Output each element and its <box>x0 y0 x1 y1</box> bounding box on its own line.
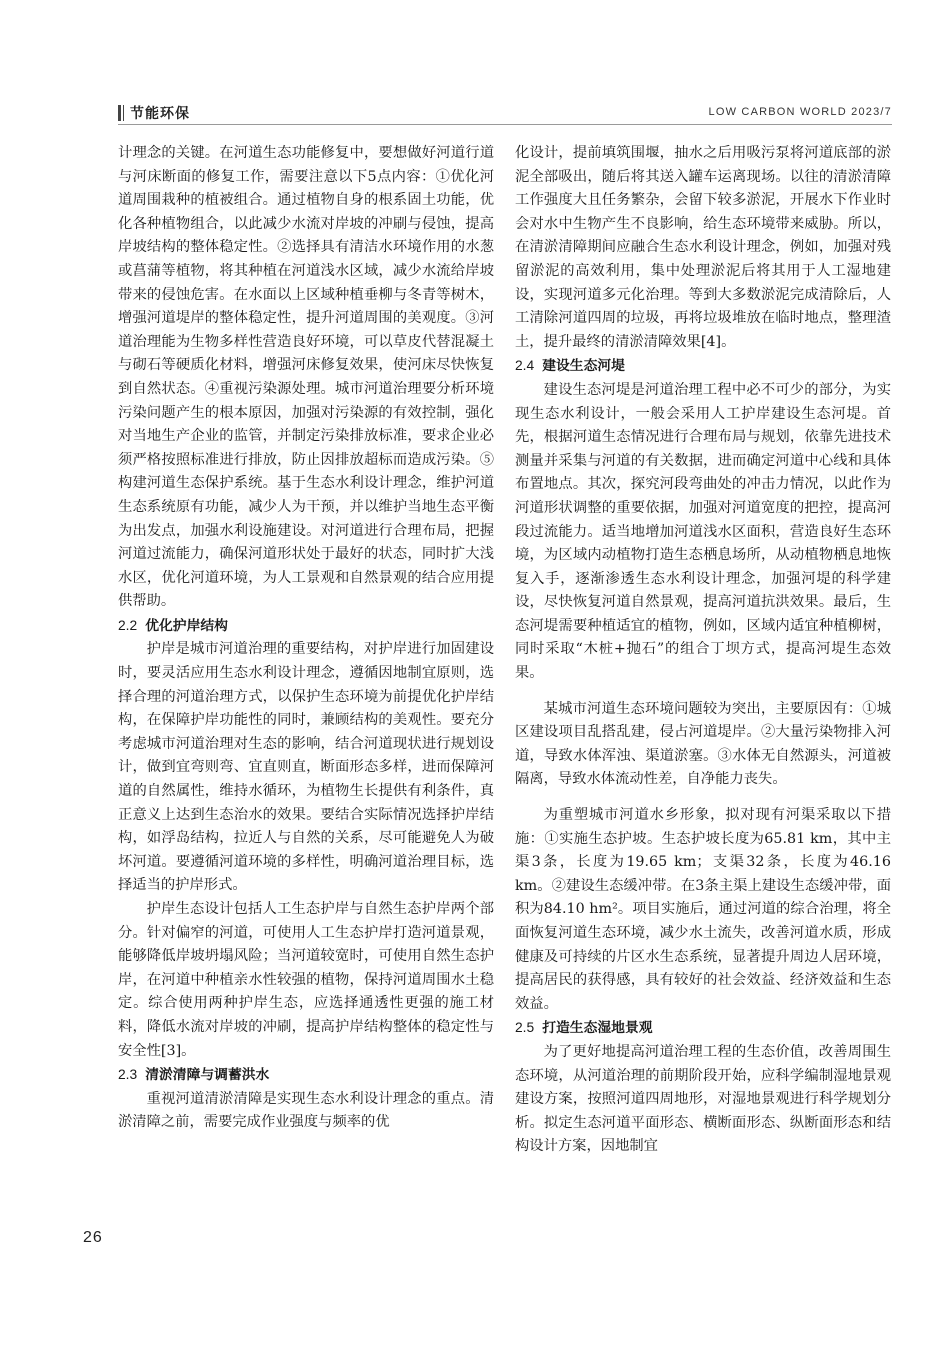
section-number: 2.3 <box>118 1067 138 1083</box>
paragraph: 某城市河道生态环境问题较为突出，主要原因有：①城区建设项目乱搭乱建，侵占河道堤岸。②大量污染物排入河道，导致水体浑浊、渠道淤塞。③水体无自然源头，河道被隔离，导致水体流动性差，自净能力丧失。 <box>515 700 891 788</box>
header-bar-mark-thin <box>123 105 124 121</box>
section-title: 打造生态湿地景观 <box>542 1020 653 1037</box>
paragraph: 建设生态河堤是河道治理工程中必不可少的部分，为实现生态水利设计，一般会采用人工护岸建设生态河堤。首先，根据河道生态情况进行合理布局与规划，依靠先进技术测量并采集与河道的有关数据，进而确定河道中心线和具体布置地点。其次，探究河段弯曲处的冲击力情况，以此作为河道形状调整的重要依据，加强对河道宽度的把控，提高河段过流能力。适当地增加河道浅水区面积，营造良好生态环境，为区域内动植物打造生态栖息场所，从动植物栖息地恢复入手，逐渐渗透生态水利设计理念，加强河堤的科学建设，尽快恢复河道自然景观，提高河道抗洪效果。最后，生态河堤需要种植适宜的植物，例如，区域内适宜种植柳树，同时采取“木桩+抛石”的组合丁坝方式，提高河堤生态效果。 <box>515 381 891 682</box>
journal-issue: LOW CARBON WORLD 2023/7 <box>708 106 892 118</box>
paragraph: 为重塑城市河道水乡形象，拟对现有河渠采取以下措施：①实施生态护坡。生态护坡长度为65.81 km，其中主渠3条，长度为19.65 km；支渠32条，长度为46.16 km。②建设生态缓冲带。在3条主渠上建设生态缓冲带，面积为84.10 hm²。项目实施后，通过河道的综合治理，将全面恢复河道生态环境，减少水土流失，改善河道水质，形成健康及可持续的片区水生态系统，显著提升周边人居环境，提高居民的获得感，具有较好的社会效益、经济效益和生态效益。 <box>515 807 891 1012</box>
paragraph: 重视河道清淤清障是实现生态水利设计理念的重点。清淤清障之前，需要完成作业强度与频率的优 <box>118 1090 494 1131</box>
header-bar-mark <box>118 105 121 121</box>
section-number: 2.4 <box>515 358 535 374</box>
paragraph: 护岸是城市河道治理的重要结构，对护岸进行加固建设时，要灵活应用生态水利设计理念，遵循因地制宜原则，选择合理的河道治理方式，以保护生态环境为前提优化护岸结构，在保障护岸功能性的同时，兼顾结构的美观性。要充分考虑城市河道治理对生态的影响，结合河道现状进行规划设计，做到宜弯则弯、宜直则直，断面形态多样，进而保障河道的自然属性，维持水循环，为植物生长提供有利条件，真正意义上达到生态治水的效果。要结合实际情况选择护岸结构，如浮岛结构，拉近人与自然的关系，尽可能避免人为破坏河道。要遵循河道环境的多样性，明确河道治理目标，选择适当的护岸形式。 <box>118 641 494 894</box>
section-title: 建设生态河堤 <box>542 358 625 375</box>
section-heading-2-2 <box>118 614 494 639</box>
section-number: 2.5 <box>515 1020 535 1036</box>
section-title: 清淤清障与调蓄洪水 <box>145 1067 270 1084</box>
running-header <box>118 103 892 125</box>
section-heading-2-3 <box>118 1063 494 1088</box>
section-heading-2-4 <box>515 354 891 379</box>
paragraph: 化设计，提前填筑围堰，抽水之后用吸污泵将河道底部的淤泥全部吸出，随后将其送入罐车运离现场。以往的清淤清障工作强度大且任务繁杂，会留下较多淤泥，开展水下作业时会对水中生物产生不良影响，给生态环境带来威胁。所以，在清淤清障期间应融合生态水利设计理念，例如，加强对残留淤泥的高效利用，集中处理淤泥后将其用于人工湿地建设，实现河道多元化治理。等到大多数淤泥完成清除后，人工清除河道四周的垃圾，再将垃圾堆放在临时地点，整理渣土，提升最终的清淤清障效果[4]。 <box>515 145 891 350</box>
left-column <box>118 142 494 1135</box>
page-number: 26 <box>83 1229 103 1246</box>
section-title: 优化护岸结构 <box>145 617 228 634</box>
paragraph: 为了更好地提高河道治理工程的生态价值，改善周围生态环境，从河道治理的前期阶段开始，应科学编制湿地景观建设方案，按照河道四周地形，对湿地景观进行科学规划分析。拟定生态河道平面形态、横断面形态、纵断面形态和结构设计方案，因地制宜 <box>515 1043 891 1155</box>
section-number: 2.2 <box>118 617 138 633</box>
paragraph: 计理念的关键。在河道生态功能修复中，要想做好河道行道与河床断面的修复工作，需要注意以下5点内容：①优化河道周围栽种的植被组合。通过植物自身的根系固土功能，优化各种植物组合，以此减少水流对岸坡的冲刷与侵蚀，提高岸坡结构的整体稳定性。②选择具有清洁水环境作用的水葱或菖蒲等植物，将其种植在河道浅水区域，减少水流给岸坡带来的侵蚀危害。在水面以上区域种植垂柳与冬青等树木，增强河道堤岸的整体稳定性，提升河道周围的美观度。③河道治理能为生物多样性营造良好环境，可以草皮代替混凝土与砌石等硬质化材料，增强河床修复效果，使河床尽快恢复到自然状态。④重视污染源处理。城市河道治理要分析环境污染问题产生的根本原因，加强对污染源的有效控制，强化对当地生产企业的监管，并制定污染排放标准，要求企业必须严格按照标准进行排放，防止因排放超标而造成污染。⑤构建河道生态保护系统。基于生态水利设计理念，维护河道生态系统原有功能，减少人为干预，并以维护当地生态平衡为出发点，加强水利设施建设。对河道进行合理布局，把握河道过流能力，确保河道形状处于最好的状态，同时扩大浅水区，优化河道环境，为人工景观和自然景观的结合应用提供帮助。 <box>118 145 494 610</box>
right-column <box>515 142 891 1159</box>
header-divider <box>118 124 892 125</box>
section-heading-2-5 <box>515 1016 891 1041</box>
journal-section-title: 节能环保 <box>130 106 190 122</box>
paragraph: 护岸生态设计包括人工生态护岸与自然生态护岸两个部分。针对偏窄的河道，可使用人工生态护岸打造河道景观，能够降低岸坡坍塌风险；当河道较宽时，可使用自然生态护岸，在河道中种植亲水性较强的植物，保持河道周围水土稳定。综合使用两种护岸生态，应选择通透性更强的施工材料，降低水流对岸坡的冲刷，提高护岸结构整体的稳定性与安全性[3]。 <box>118 901 494 1059</box>
